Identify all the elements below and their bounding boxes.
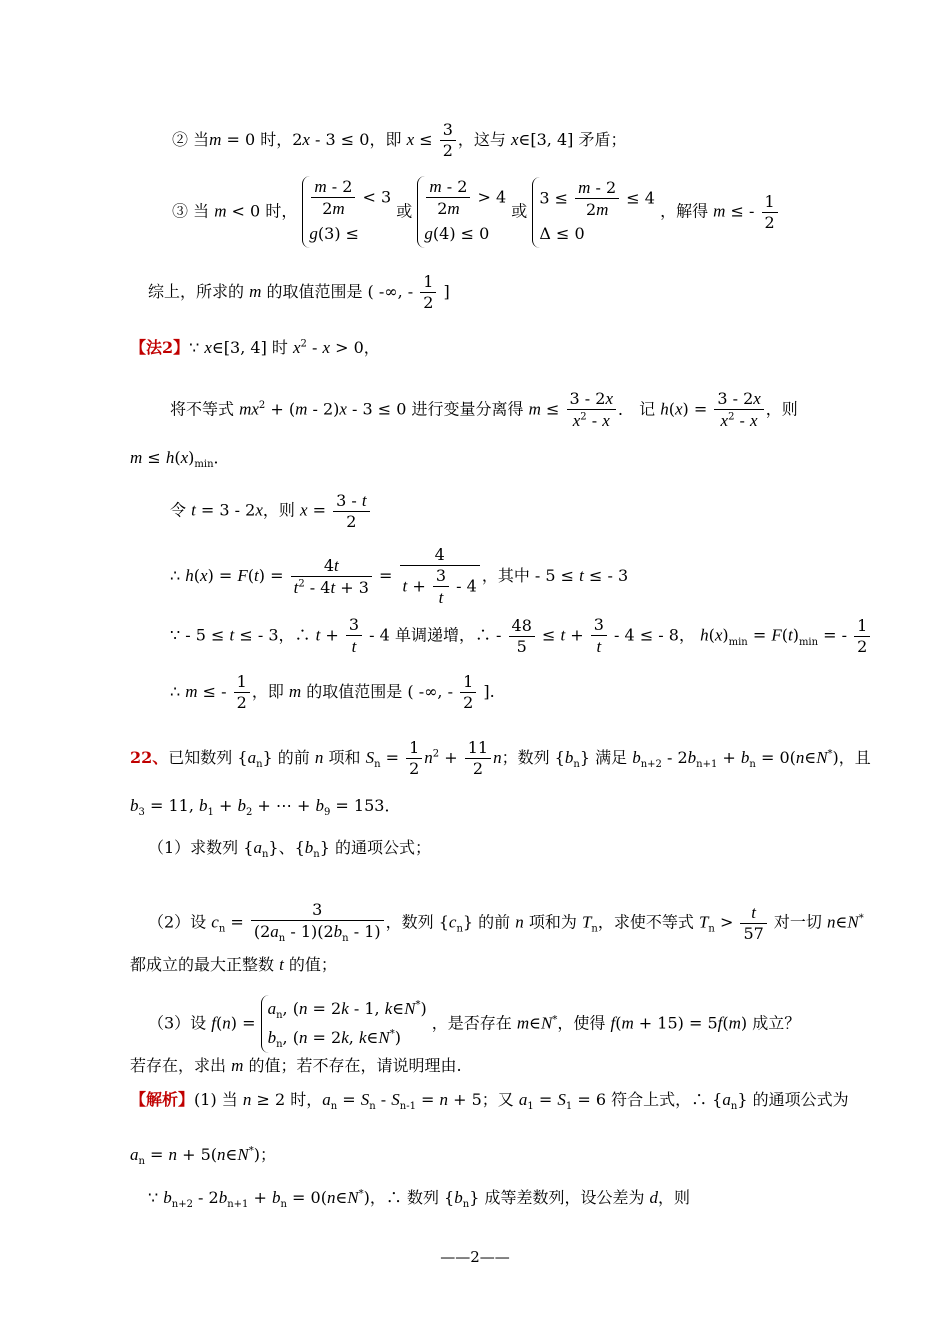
line-summary: 综上，所求的 m 的取值范围是 ( -∞, - $\frac{1}{2}$ ] — [148, 272, 450, 312]
solution-an: $a_n = n$ + 5(n∈N*)； — [130, 1145, 276, 1168]
question-1: （1）求数列 $\{a_n\}$、$\{b_n\}$ 的通项公式； — [148, 838, 432, 861]
question-2-cont: 都成立的最大正整数 t 的值； — [130, 955, 337, 974]
problem-22-condition: $b_3 = 11$, $b_1 + b_2$ + ⋯ + $b_9 = 153$． — [130, 796, 401, 819]
line-case-3: ③ 当 m < 0 时， $\frac{m - 2}{2m}$ < 3 g(3) ≤ 或 $\frac{m - 2}{2m}$ > 4 g(4) ≤ 0 或 3 ≤ $\frac{m - 2}{2m}$ ≤ 4 Δ ≤ 0 ，解得 m ≤ - $\frac{1}{2}$ — [172, 176, 780, 248]
line-conclusion: ∴ m ≤ - $\frac{1}{2}$ ，即 m 的取值范围是 ( -∞, - $\frac{1}{2}$ ]. — [170, 672, 495, 712]
line-method-2: 【法2】∵ x∈[3, 4] 时 $x^2 - x > 0$， — [130, 338, 380, 357]
question-3: （3）设 $f(n) = a_n$, (n = 2k - 1, k∈N*) $b_n$, (n = 2k, k∈N*) ，是否存在 m∈N*，使得 f(m + 15) = 5f(m) 成立？ — [148, 995, 800, 1053]
line-case-2: ② 当m = 0 时，2x - 3 ≤ 0，即 x ≤ $\frac{3}{2}$ ，这与 x∈[3, 4] 矛盾； — [172, 120, 627, 160]
problem-22: 22、已知数列 $\{a_n\}$ 的前 n 项和 $S_n$ = $\frac{1}{2}$ $n^2$ + $\frac{11}{2}$ n；数列 $\{b_n\}$ 满足 $b_{n+2} - 2b_{n+1} + b_n$ = 0(n∈N*)，且 — [130, 738, 871, 778]
solution-bn: ∵ $b_{n+2} - 2b_{n+1} + b_n$ = 0(n∈N*)，∴ 数列 $\{b_n\}$ 成等差数列，设公差为 d，则 — [148, 1188, 691, 1211]
question-2: （2）设 $c_n$ = $\frac{3}{(2a_n - 1)(2b_n - 1)}$ ，数列 $\{c_n\}$ 的前 n 项和为 $T_n$，求使不等式 $T_n$ > $\frac{t}{57}$ 对一切 n∈N* — [148, 900, 864, 945]
line-min: $m \le h(x)_{min}$． — [130, 448, 230, 471]
line-monotonic: ∵ - 5 ≤ t ≤ - 3，∴ t + $\frac{3}{t}$ - 4 单调递增，∴ - $\frac{48}{5}$ ≤ t + $\frac{3}{t}$ - 4 ≤ - 8， $h(x)_{min} = F(t)_{min}$ = - $\frac{1}{2}$ — [170, 615, 872, 657]
page-number: ——2—— — [440, 1248, 510, 1266]
question-3-cont: 若存在，求出 m 的值；若不存在，请说明理由. — [130, 1056, 462, 1075]
solution-1: 【解析】(1) 当 n ≥ 2 时，$a_n = S_n - S_{n-1} = n + 5$；又 $a_1 = S_1 = 6$ 符合上式，∴ $\{a_n\}$ 的通项公式为 — [130, 1090, 849, 1113]
line-function-f: ∴ h(x) = F(t) = $\frac{4t}{t^2 - 4t + 3}$ = 4 t + $\frac{3}{t}$ - 4 ，其中 - 5 ≤ t ≤ - 3 — [170, 545, 629, 607]
line-separate: 将不等式 $mx^2 + (m - 2)x - 3 \le 0$ 进行变量分离得 m ≤ $\frac{3 - 2x}{x^2 - x}$ ． 记 h(x) = $\frac{3 - 2x}{x^2 - x}$ ，则 — [170, 389, 798, 431]
line-substitute: 令 t = 3 - 2x，则 x = $\frac{3 - t}{2}$ — [170, 490, 372, 532]
